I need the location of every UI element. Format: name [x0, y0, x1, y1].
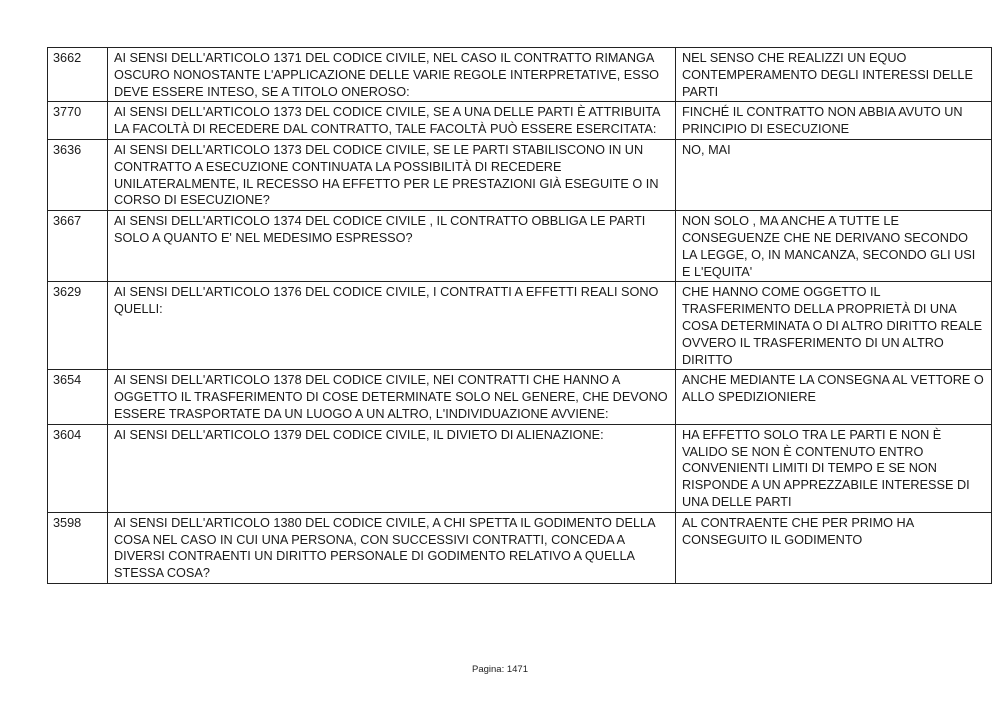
answer-text: FINCHÉ IL CONTRATTO NON ABBIA AVUTO UN PRINCIPIO DI ESECUZIONE — [676, 102, 992, 140]
question-text: AI SENSI DELL'ARTICOLO 1373 DEL CODICE CIVILE, SE A UNA DELLE PARTI È ATTRIBUITA LA FACOLTÀ DI RECEDERE DAL CONTRATTO, TALE FACOLTÀ PUÒ ESSERE ESERCITATA: — [108, 102, 676, 140]
table-row — [48, 48, 992, 102]
answer-text: NON SOLO , MA ANCHE A TUTTE LE CONSEGUENZE CHE NE DERIVANO SECONDO LA LEGGE, O, IN MANCANZA, SECONDO GLI USI E L'EQUITA' — [676, 211, 992, 282]
quiz-table — [47, 47, 992, 584]
question-id: 3636 — [48, 139, 108, 210]
question-text: AI SENSI DELL'ARTICOLO 1373 DEL CODICE CIVILE, SE LE PARTI STABILISCONO IN UN CONTRATTO A ESECUZIONE CONTINUATA LA POSSIBILITÀ DI RECEDERE UNILATERALMENTE, IL RECESSO HA EFFETTO PER LE PRESTAZIONI GIÀ ESEGUITE O IN CORSO DI ESECUZIONE? — [108, 139, 676, 210]
question-id: 3770 — [48, 102, 108, 140]
page-number: Pagina: 1471 — [472, 664, 528, 675]
question-text: AI SENSI DELL'ARTICOLO 1380 DEL CODICE CIVILE, A CHI SPETTA IL GODIMENTO DELLA COSA NEL CASO IN CUI UNA PERSONA, CON SUCCESSIVI CONTRATTI, CONCEDA A DIVERSI CONTRAENTI UN DIRITTO PERSONALE DI GODIMENTO RELATIVO A QUELLA STESSA COSA? — [108, 512, 676, 583]
answer-text: NEL SENSO CHE REALIZZI UN EQUO CONTEMPERAMENTO DEGLI INTERESSI DELLE PARTI — [676, 48, 992, 102]
question-id: 3654 — [48, 370, 108, 424]
question-id: 3598 — [48, 512, 108, 583]
question-text: AI SENSI DELL'ARTICOLO 1378 DEL CODICE CIVILE, NEI CONTRATTI CHE HANNO A OGGETTO IL TRASFERIMENTO DI COSE DETERMINATE SOLO NEL GENERE, CHE DEVONO ESSERE TRASPORTATE DA UN LUOGO A UN ALTRO, L'INDIVIDUAZIONE AVVIENE: — [108, 370, 676, 424]
question-text: AI SENSI DELL'ARTICOLO 1376 DEL CODICE CIVILE, I CONTRATTI A EFFETTI REALI SONO QUELLI: — [108, 282, 676, 370]
question-id: 3629 — [48, 282, 108, 370]
answer-text: HA EFFETTO SOLO TRA LE PARTI E NON È VALIDO SE NON È CONTENUTO ENTRO CONVENIENTI LIMITI DI TEMPO E SE NON RISPONDE A UN APPREZZABILE INTERESSE DI UNA DELLE PARTI — [676, 424, 992, 512]
answer-text: NO, MAI — [676, 139, 992, 210]
question-id: 3604 — [48, 424, 108, 512]
table-row — [48, 424, 992, 512]
question-text: AI SENSI DELL'ARTICOLO 1374 DEL CODICE CIVILE , IL CONTRATTO OBBLIGA LE PARTI SOLO A QUANTO E' NEL MEDESIMO ESPRESSO? — [108, 211, 676, 282]
question-text: AI SENSI DELL'ARTICOLO 1371 DEL CODICE CIVILE, NEL CASO IL CONTRATTO RIMANGA OSCURO NONOSTANTE L'APPLICAZIONE DELLE VARIE REGOLE INTERPRETATIVE, ESSO DEVE ESSERE INTESO, SE A TITOLO ONEROSO: — [108, 48, 676, 102]
answer-text: AL CONTRAENTE CHE PER PRIMO HA CONSEGUITO IL GODIMENTO — [676, 512, 992, 583]
table-row — [48, 102, 992, 140]
answer-text: CHE HANNO COME OGGETTO IL TRASFERIMENTO DELLA PROPRIETÀ DI UNA COSA DETERMINATA O DI ALTRO DIRITTO REALE OVVERO IL TRASFERIMENTO DI UN ALTRO DIRITTO — [676, 282, 992, 370]
question-text: AI SENSI DELL'ARTICOLO 1379 DEL CODICE CIVILE, IL DIVIETO DI ALIENAZIONE: — [108, 424, 676, 512]
table-row — [48, 370, 992, 424]
answer-text: ANCHE MEDIANTE LA CONSEGNA AL VETTORE O ALLO SPEDIZIONIERE — [676, 370, 992, 424]
table-row — [48, 282, 992, 370]
question-id: 3667 — [48, 211, 108, 282]
table-row — [48, 139, 992, 210]
table-row — [48, 211, 992, 282]
table-row — [48, 512, 992, 583]
question-id: 3662 — [48, 48, 108, 102]
